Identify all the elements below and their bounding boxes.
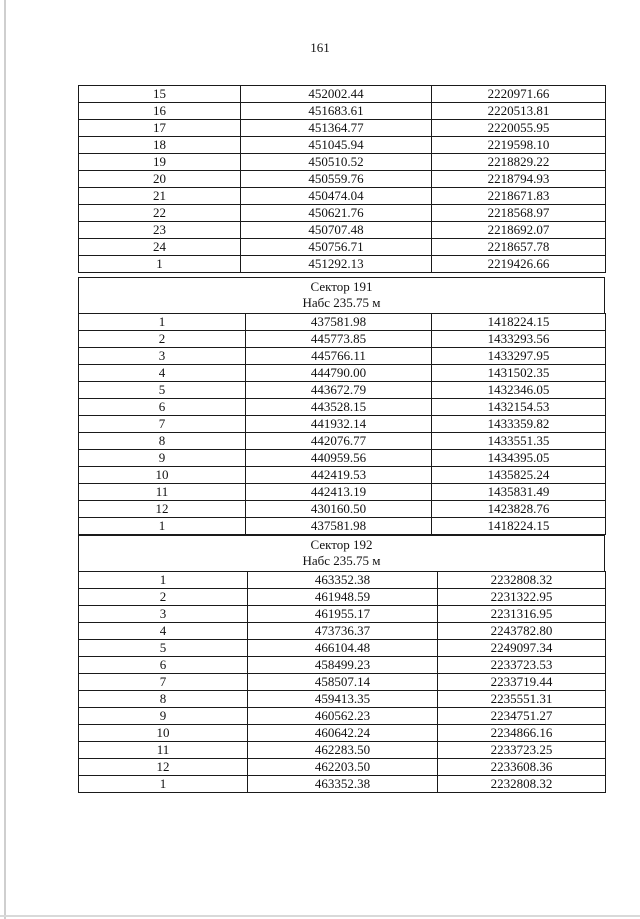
x-coordinate-cell: 437581.98	[246, 314, 432, 331]
x-coordinate-cell: 463352.38	[248, 776, 438, 793]
table-row	[79, 467, 606, 484]
table-row	[79, 725, 606, 742]
y-coordinate-cell: 2220971.66	[432, 86, 606, 103]
sector-header	[78, 535, 605, 571]
point-number-cell: 12	[79, 501, 246, 518]
point-number-cell: 7	[79, 416, 246, 433]
x-coordinate-cell: 450621.76	[241, 205, 432, 222]
point-number-cell: 12	[79, 759, 248, 776]
table-row	[79, 239, 606, 256]
table-body	[79, 86, 606, 273]
point-number-cell: 1	[79, 256, 241, 273]
point-number-cell: 4	[79, 623, 248, 640]
x-coordinate-cell: 458507.14	[248, 674, 438, 691]
x-coordinate-cell: 442413.19	[246, 484, 432, 501]
point-number-cell: 7	[79, 674, 248, 691]
point-number-cell: 1	[79, 518, 246, 535]
point-number-cell: 6	[79, 399, 246, 416]
point-number-cell: 3	[79, 606, 248, 623]
table-row	[79, 572, 606, 589]
sector-title: Сектор 192	[310, 537, 373, 552]
x-coordinate-cell: 450559.76	[241, 171, 432, 188]
table-row	[79, 331, 606, 348]
point-number-cell: 15	[79, 86, 241, 103]
y-coordinate-cell: 2218657.78	[432, 239, 606, 256]
table-row	[79, 518, 606, 535]
x-coordinate-cell: 473736.37	[248, 623, 438, 640]
x-coordinate-cell: 443672.79	[246, 382, 432, 399]
point-number-cell: 6	[79, 657, 248, 674]
table-row	[79, 623, 606, 640]
point-number-cell: 1	[79, 314, 246, 331]
table-row	[79, 691, 606, 708]
point-number-cell: 4	[79, 365, 246, 382]
point-number-cell: 1	[79, 776, 248, 793]
table-row	[79, 501, 606, 518]
point-number-cell: 8	[79, 691, 248, 708]
point-number-cell: 21	[79, 188, 241, 205]
x-coordinate-cell: 450510.52	[241, 154, 432, 171]
page-number: 161	[310, 40, 330, 55]
y-coordinate-cell: 2218692.07	[432, 222, 606, 239]
y-coordinate-cell: 2243782.80	[438, 623, 606, 640]
table-row	[79, 120, 606, 137]
sector-title: Сектор 191	[310, 279, 373, 294]
table-row	[79, 759, 606, 776]
point-number-cell: 3	[79, 348, 246, 365]
x-coordinate-cell: 462283.50	[248, 742, 438, 759]
x-coordinate-cell: 460642.24	[248, 725, 438, 742]
point-number-cell: 20	[79, 171, 241, 188]
point-number-cell: 5	[79, 640, 248, 657]
table-row	[79, 103, 606, 120]
table-row	[79, 188, 606, 205]
x-coordinate-cell: 450707.48	[241, 222, 432, 239]
point-number-cell: 5	[79, 382, 246, 399]
y-coordinate-cell: 1423828.76	[432, 501, 606, 518]
y-coordinate-cell: 2232808.32	[438, 776, 606, 793]
sector-header	[78, 277, 605, 313]
y-coordinate-cell: 1431502.35	[432, 365, 606, 382]
point-number-cell: 9	[79, 450, 246, 467]
sector-height: Набс 235.75 м	[302, 295, 381, 310]
table-row	[79, 450, 606, 467]
point-number-cell: 2	[79, 589, 248, 606]
table-row	[79, 657, 606, 674]
table-row	[79, 86, 606, 103]
table-body	[79, 314, 606, 535]
y-coordinate-cell: 2231316.95	[438, 606, 606, 623]
x-coordinate-cell: 452002.44	[241, 86, 432, 103]
x-coordinate-cell: 451683.61	[241, 103, 432, 120]
point-number-cell: 11	[79, 742, 248, 759]
x-coordinate-cell: 450756.71	[241, 239, 432, 256]
table-row	[79, 606, 606, 623]
point-number-cell: 18	[79, 137, 241, 154]
scan-edge-bottom	[0, 915, 640, 917]
table-row	[79, 365, 606, 382]
coordinates-table-continuation	[78, 85, 605, 273]
x-coordinate-cell: 451292.13	[241, 256, 432, 273]
table-row	[79, 382, 606, 399]
y-coordinate-cell: 2233608.36	[438, 759, 606, 776]
y-coordinate-cell: 2233723.25	[438, 742, 606, 759]
y-coordinate-cell: 2219598.10	[432, 137, 606, 154]
x-coordinate-cell: 442076.77	[246, 433, 432, 450]
y-coordinate-cell: 1433359.82	[432, 416, 606, 433]
point-number-cell: 22	[79, 205, 241, 222]
y-coordinate-cell: 2218671.83	[432, 188, 606, 205]
y-coordinate-cell: 1434395.05	[432, 450, 606, 467]
x-coordinate-cell: 459413.35	[248, 691, 438, 708]
sector-191-table	[78, 277, 605, 535]
x-coordinate-cell: 461955.17	[248, 606, 438, 623]
point-number-cell: 10	[79, 467, 246, 484]
point-number-cell: 11	[79, 484, 246, 501]
x-coordinate-cell: 441932.14	[246, 416, 432, 433]
table-row	[79, 205, 606, 222]
x-coordinate-cell: 462203.50	[248, 759, 438, 776]
x-coordinate-cell: 445766.11	[246, 348, 432, 365]
y-coordinate-cell: 1418224.15	[432, 518, 606, 535]
table-row	[79, 674, 606, 691]
y-coordinate-cell: 1418224.15	[432, 314, 606, 331]
x-coordinate-cell: 440959.56	[246, 450, 432, 467]
table-row	[79, 484, 606, 501]
y-coordinate-cell: 1432346.05	[432, 382, 606, 399]
scan-edge-left	[4, 0, 6, 919]
x-coordinate-cell: 451364.77	[241, 120, 432, 137]
y-coordinate-cell: 2218568.97	[432, 205, 606, 222]
y-coordinate-cell: 1433293.56	[432, 331, 606, 348]
table-row	[79, 137, 606, 154]
x-coordinate-cell: 444790.00	[246, 365, 432, 382]
y-coordinate-cell: 2220055.95	[432, 120, 606, 137]
table-row	[79, 742, 606, 759]
table-row	[79, 416, 606, 433]
table-row	[79, 256, 606, 273]
y-coordinate-cell: 2233719.44	[438, 674, 606, 691]
point-number-cell: 10	[79, 725, 248, 742]
sector-height: Набс 235.75 м	[302, 553, 381, 568]
x-coordinate-cell: 430160.50	[246, 501, 432, 518]
table-body	[79, 572, 606, 793]
table-row	[79, 171, 606, 188]
y-coordinate-cell: 2218829.22	[432, 154, 606, 171]
x-coordinate-cell: 450474.04	[241, 188, 432, 205]
x-coordinate-cell: 460562.23	[248, 708, 438, 725]
y-coordinate-cell: 2249097.34	[438, 640, 606, 657]
point-number-cell: 9	[79, 708, 248, 725]
x-coordinate-cell: 466104.48	[248, 640, 438, 657]
table-row	[79, 222, 606, 239]
table-row	[79, 589, 606, 606]
point-number-cell: 17	[79, 120, 241, 137]
y-coordinate-cell: 2220513.81	[432, 103, 606, 120]
point-number-cell: 2	[79, 331, 246, 348]
point-number-cell: 24	[79, 239, 241, 256]
table-row	[79, 399, 606, 416]
y-coordinate-cell: 1433551.35	[432, 433, 606, 450]
y-coordinate-cell: 1433297.95	[432, 348, 606, 365]
point-number-cell: 19	[79, 154, 241, 171]
x-coordinate-cell: 461948.59	[248, 589, 438, 606]
y-coordinate-cell: 2219426.66	[432, 256, 606, 273]
y-coordinate-cell: 2233723.53	[438, 657, 606, 674]
sector-192-table	[78, 535, 605, 793]
x-coordinate-cell: 442419.53	[246, 467, 432, 484]
y-coordinate-cell: 1435825.24	[432, 467, 606, 484]
point-number-cell: 23	[79, 222, 241, 239]
y-coordinate-cell: 2218794.93	[432, 171, 606, 188]
x-coordinate-cell: 458499.23	[248, 657, 438, 674]
table-row	[79, 348, 606, 365]
point-number-cell: 1	[79, 572, 248, 589]
x-coordinate-cell: 451045.94	[241, 137, 432, 154]
x-coordinate-cell: 443528.15	[246, 399, 432, 416]
x-coordinate-cell: 463352.38	[248, 572, 438, 589]
table-row	[79, 708, 606, 725]
table-row	[79, 433, 606, 450]
table-row	[79, 314, 606, 331]
y-coordinate-cell: 2234751.27	[438, 708, 606, 725]
y-coordinate-cell: 1432154.53	[432, 399, 606, 416]
table-row	[79, 640, 606, 657]
point-number-cell: 16	[79, 103, 241, 120]
x-coordinate-cell: 437581.98	[246, 518, 432, 535]
y-coordinate-cell: 2232808.32	[438, 572, 606, 589]
y-coordinate-cell: 2235551.31	[438, 691, 606, 708]
y-coordinate-cell: 2234866.16	[438, 725, 606, 742]
table-row	[79, 776, 606, 793]
x-coordinate-cell: 445773.85	[246, 331, 432, 348]
point-number-cell: 8	[79, 433, 246, 450]
table-row	[79, 154, 606, 171]
y-coordinate-cell: 2231322.95	[438, 589, 606, 606]
y-coordinate-cell: 1435831.49	[432, 484, 606, 501]
